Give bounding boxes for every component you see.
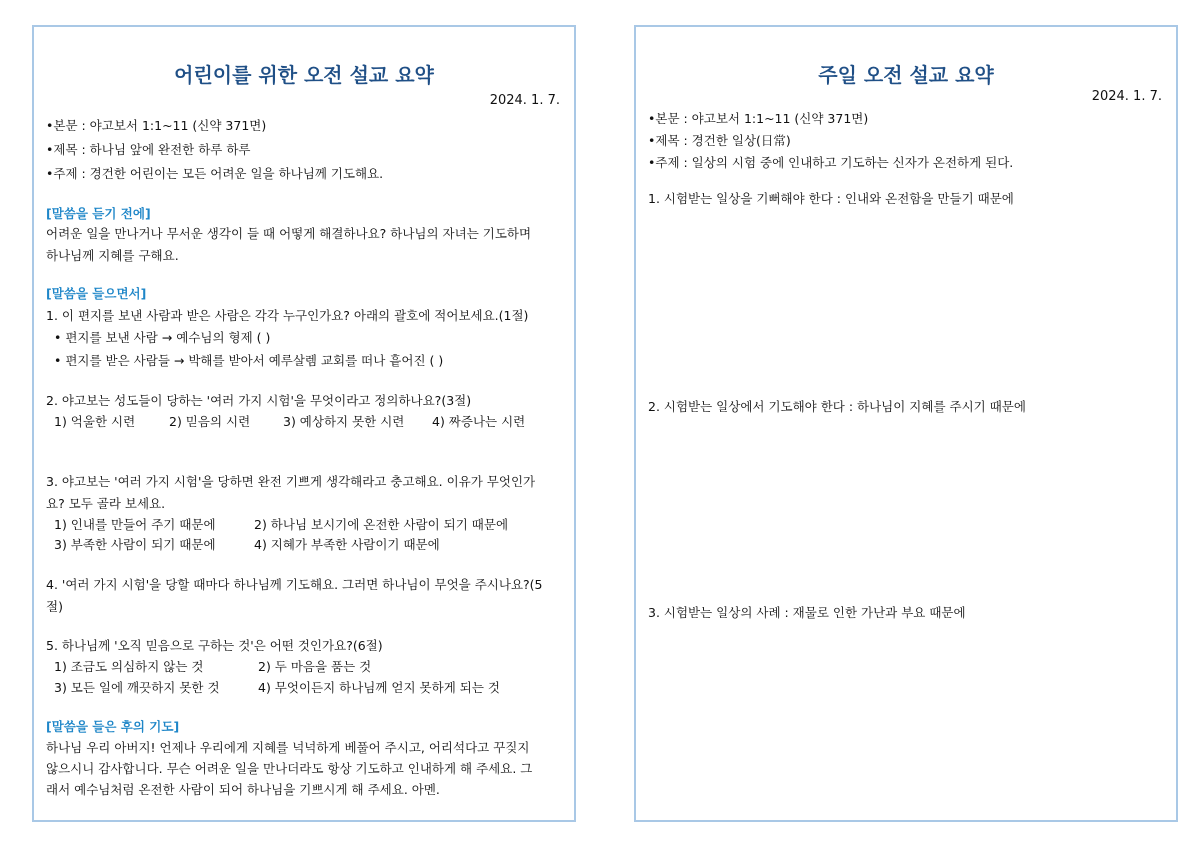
section-after-heading: [말씀을 들은 후의 기도]: [46, 719, 180, 734]
question-4: 4. '여러 가지 시험'을 당할 때마다 하나님께 기도해요. 그러면 하나님이 무엇을 주시나요?(5: [46, 577, 543, 592]
question-3-option: 2) 하나님 보시기에 온전한 사람이 되기 때문에: [254, 517, 509, 532]
question-3: 3. 야고보는 '여러 가지 시험'을 당하면 완전 기쁘게 생각해라고 충고해요. 이유가 무엇인가: [46, 474, 536, 489]
question-5-option: 3) 모든 일에 깨끗하지 못한 것: [54, 680, 220, 695]
info-scripture: •본문 : 야고보서 1:1~11 (신약 371면): [648, 111, 869, 126]
question-2-option: 4) 짜증나는 시련: [432, 414, 526, 429]
prayer-line: 않으시니 감사합니다. 무슨 어려운 일을 만나더라도 항상 기도하고 인내하게 해 주세요. 그: [46, 761, 533, 776]
info-theme: •주제 : 일상의 시험 중에 인내하고 기도하는 신자가 온전하게 된다.: [648, 155, 1014, 170]
question-3-option: 3) 부족한 사람이 되기 때문에: [54, 537, 216, 552]
question-5: 5. 하나님께 '오직 믿음으로 구하는 것'은 어떤 것인가요?(6절): [46, 638, 383, 653]
question-3-option: 1) 인내를 만들어 주기 때문에: [54, 517, 216, 532]
question-1-bullet: • 편지를 보낸 사람 → 예수님의 형제 ( ): [54, 330, 271, 345]
info-title: •제목 : 하나님 앞에 완전한 하루 하루: [46, 142, 251, 157]
question-3-option: 4) 지혜가 부족한 사람이기 때문에: [254, 537, 440, 552]
section-before-heading: [말씀을 듣기 전에]: [46, 206, 151, 221]
question-2-option: 3) 예상하지 못한 시련: [283, 414, 405, 429]
question-5-option: 1) 조금도 의심하지 않는 것: [54, 659, 204, 674]
question-2-option: 1) 억울한 시련: [54, 414, 136, 429]
prayer-line: 하나님 우리 아버지! 언제나 우리에게 지혜를 넉넉하게 베풀어 주시고, 어리석다고 꾸짖지: [46, 740, 530, 755]
question-5-option: 2) 두 마음을 품는 것: [258, 659, 372, 674]
children-sermon-summary-panel: [32, 25, 576, 822]
info-scripture: •본문 : 야고보서 1:1~11 (신약 371면): [46, 118, 267, 133]
sermon-point-2: 2. 시험받는 일상에서 기도해야 한다 : 하나님이 지혜를 주시기 때문에: [648, 399, 1026, 414]
before-text-line: 하나님께 지혜를 구해요.: [46, 248, 179, 263]
question-4-cont: 절): [46, 599, 63, 614]
section-during-heading: [말씀을 들으면서]: [46, 286, 147, 301]
question-5-option: 4) 무엇이든지 하나님께 얻지 못하게 되는 것: [258, 680, 500, 695]
info-theme: •주제 : 경건한 어린이는 모든 어려운 일을 하나님께 기도해요.: [46, 166, 384, 181]
prayer-line: 래서 예수님처럼 온전한 사람이 되어 하나님을 기쁘시게 해 주세요. 아멘.: [46, 782, 440, 797]
question-2: 2. 야고보는 성도들이 당하는 '여러 가지 시험'을 무엇이라고 정의하나요?(3절): [46, 393, 472, 408]
sermon-point-3: 3. 시험받는 일상의 사례 : 재물로 인한 가난과 부요 때문에: [648, 605, 966, 620]
question-1-bullet: • 편지를 받은 사람들 → 박해를 받아서 예루살렘 교회를 떠나 흩어진 ( ): [54, 353, 444, 368]
sermon-point-1: 1. 시험받는 일상을 기뻐해야 한다 : 인내와 온전함을 만들기 때문에: [648, 191, 1014, 206]
question-3-cont: 요? 모두 골라 보세요.: [46, 496, 166, 511]
date: 2024. 1. 7.: [1091, 89, 1162, 104]
question-1: 1. 이 편지를 보낸 사람과 받은 사람은 각각 누구인가요? 아래의 괄호에 적어보세요.(1절): [46, 308, 529, 323]
page-title: 주일 오전 설교 요약: [818, 63, 994, 87]
main-sermon-summary-panel: [634, 25, 1178, 822]
page-title: 어린이를 위한 오전 설교 요약: [174, 63, 434, 87]
date: 2024. 1. 7.: [489, 93, 560, 108]
info-title: •제목 : 경건한 일상(日常): [648, 133, 791, 148]
question-2-option: 2) 믿음의 시련: [169, 414, 251, 429]
before-text-line: 어려운 일을 만나거나 무서운 생각이 들 때 어떻게 해결하나요? 하나님의 자녀는 기도하며: [46, 226, 532, 241]
